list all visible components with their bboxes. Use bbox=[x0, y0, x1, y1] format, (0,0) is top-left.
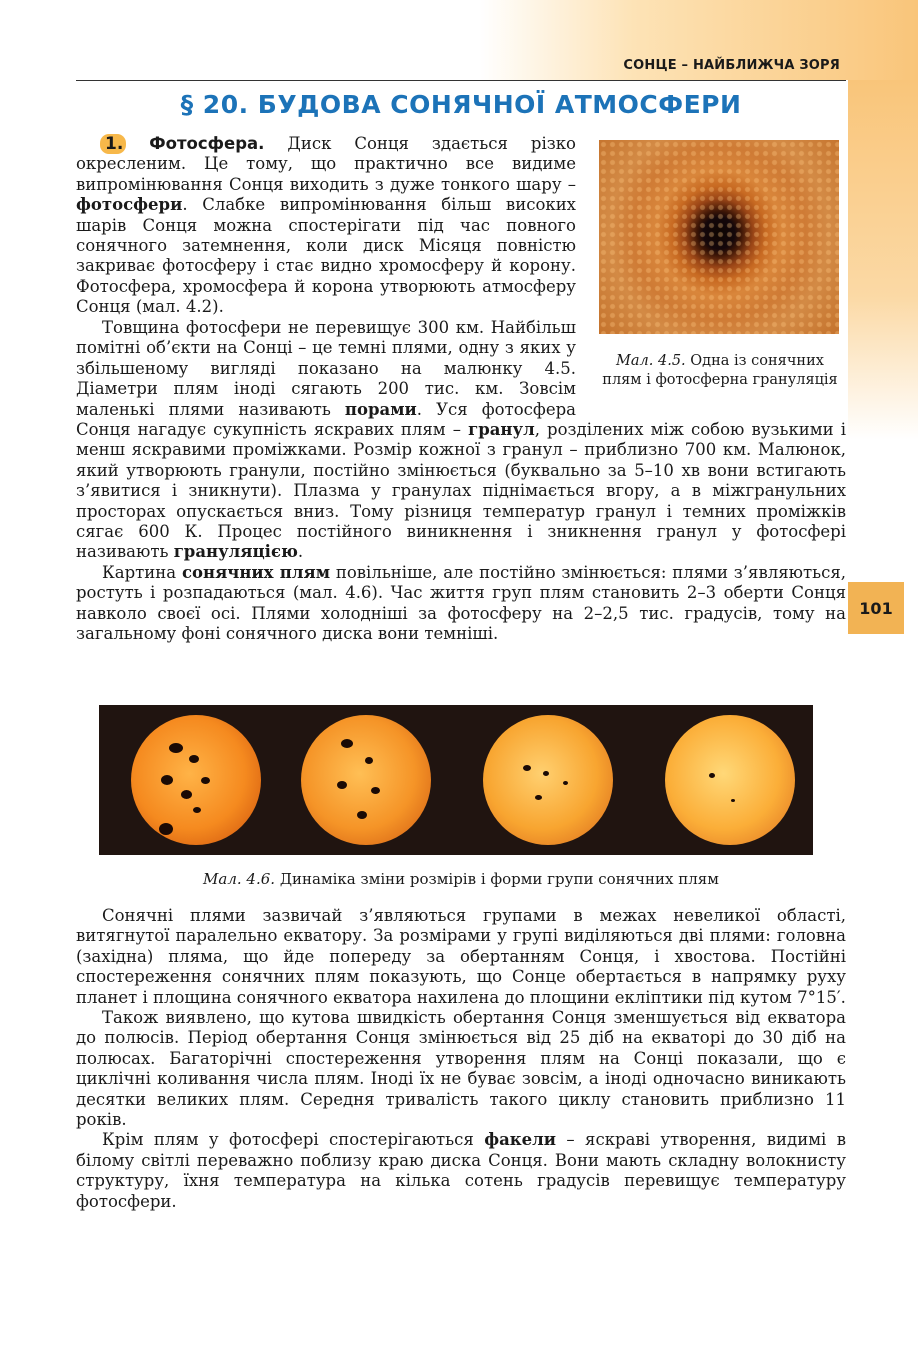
paragraph-faculae bbox=[76, 1130, 846, 1212]
text-run: – яскраві утворення, видимі в білому світлі переважно поблизу краю диска Сонця. Вони мають складну волокнисту структуру, їхня температура на кілька сотень градусів перевищує температуру фотосфери. bbox=[76, 1130, 846, 1211]
section-title: § 20. БУДОВА СОНЯЧНОЇ АТМОСФЕРИ bbox=[180, 90, 742, 119]
paragraph-sunspots bbox=[76, 563, 846, 645]
sunspot bbox=[365, 757, 373, 764]
margin-decoration bbox=[848, 80, 918, 440]
sun-disk-4 bbox=[665, 715, 795, 845]
text-run: Диск Сонця здається різко окресленим. Це тому, що практично все видиме випромінювання Сонця виходить з дуже тонкого шару – bbox=[76, 134, 576, 194]
text-run: , розділених між собою вузькими і менш яскравими проміжками. Розмір кожної з гранул – приблизно 700 км. Малюнок, який утворюють гранули, постійно змінюється (буквально за 5–10 хв вони встигають з’явитися і зникнути). Плазма у гранулах піднімається вгору, а в міжгранульних просторах опускається вниз. Тому різниця температур гранул і темних проміжків сягає 600 К. Процес постійного виникнення і зникнення гранул у фотосфері називають bbox=[76, 420, 847, 562]
term-faculae: факели bbox=[484, 1130, 557, 1150]
sunspot bbox=[189, 755, 199, 763]
sun-disk-2 bbox=[301, 715, 431, 845]
sunspot bbox=[181, 790, 192, 799]
sunspot bbox=[731, 799, 735, 802]
text-run: . bbox=[297, 542, 304, 562]
term-sunspots: сонячних плям bbox=[181, 562, 331, 582]
sunspot bbox=[371, 787, 380, 794]
text-run: Товщина фотосфери не перевищує 300 км. Найбільш помітні об’єкти на Сонці – це темні плями, одну з яких у збільшеному вигляді показано на малюнку 4.5. Діаметри плям іноді сягають 200 тис. км. Зовсім маленькі плями називають bbox=[76, 318, 576, 419]
text-run: Крім плям у фотосфері спостерігаються bbox=[102, 1130, 485, 1150]
page-number: 101 bbox=[848, 582, 904, 634]
sunspot bbox=[523, 765, 531, 771]
sunspot bbox=[159, 823, 173, 835]
sunspot bbox=[535, 795, 542, 800]
text-column-lower bbox=[76, 318, 846, 645]
text-run: . Слабке випромінювання більш високих шарів Сонця можна спостерігати під час повного сонячного затемнення, коли диск Місяця повністю закриває фотосферу і стає видно хромосферу й корону. Фотосфера, хромосфера й корона утворюють атмосферу Сонця (мал. 4.2). bbox=[76, 195, 576, 317]
figure-label: Мал. 4.5. bbox=[616, 353, 686, 369]
subsection-number: 1. bbox=[100, 134, 126, 154]
sunspot bbox=[193, 807, 201, 813]
sunspot bbox=[357, 811, 367, 819]
sunspot bbox=[563, 781, 568, 785]
sunspot bbox=[201, 777, 210, 784]
paragraph-photosphere bbox=[76, 134, 576, 318]
sun-disk-1 bbox=[131, 715, 261, 845]
paragraph-spot-groups: Сонячні плями зазвичай з’являються групами в межах невеликої області, витягнутої паралельно екватору. За розмірами у групі виділяються дві плями: головна (західна) пляма, що йде попереду за обертанням Сонця, і хвостова. Постійні спостереження сонячних плям показують, що Сонце обертається в напрямку руху планет і площина сонячного екватора нахилена до площини екліптики під кутом 7°15′. bbox=[76, 906, 846, 1007]
term-granulation: грануляцією bbox=[173, 542, 298, 562]
sun-disk-3 bbox=[483, 715, 613, 845]
sunspot bbox=[341, 739, 353, 748]
sunspot bbox=[709, 773, 715, 778]
subsection-title: Фотосфера. bbox=[149, 134, 265, 153]
term-photosphere: фотосфери bbox=[76, 195, 183, 215]
paragraph-rotation: Також виявлено, що кутова швидкість обертання Сонця зменшується від екватора до полюсів. Період обертання Сонця змінюється від 25 діб на екваторі до 30 діб на полюсах. Багаторічні спостереження утворення плям на Сонці показали, що є циклічні коливання числа плям. Іноді їх не буває зовсім, а іноді одночасно виникають десятки великих плям. Середня тривалість такого циклу становить приблизно 11 років. bbox=[76, 1008, 846, 1130]
figure-caption-text: Динаміка зміни розмірів і форми групи сонячних плям bbox=[275, 870, 719, 888]
text-run: . Уся фотосфера Сонця нагадує сукупність яскравих плям – bbox=[76, 399, 576, 440]
sunspot-sequence-image bbox=[99, 705, 813, 855]
granulation-texture bbox=[599, 140, 839, 334]
sunspot bbox=[169, 743, 183, 753]
figure-4-6-caption bbox=[76, 870, 846, 888]
header-rule bbox=[76, 80, 846, 81]
sunspot bbox=[337, 781, 347, 789]
sunspot bbox=[543, 771, 549, 776]
sunspot-image bbox=[599, 140, 839, 334]
text-column-bottom bbox=[76, 906, 846, 1212]
term-granules: гранул bbox=[468, 420, 535, 440]
figure-caption-text: Одна із сонячних плям і фотосферна грануляція bbox=[602, 353, 838, 388]
text-run: Картина bbox=[102, 562, 182, 582]
figure-float-spacer bbox=[576, 318, 846, 420]
term-pores: порами bbox=[344, 399, 417, 419]
text-run: повільніше, але постійно змінюється: плями з’являються, ростуть і розпадаються (мал. 4.6). Час життя груп плям становить 2–3 оберти Сонця навколо своєї осі. Плями холодніші за фотосферу на 2–2,5 тис. градусів, тому на загальному фоні сонячного диска вони темніші. bbox=[76, 562, 846, 644]
sunspot bbox=[161, 775, 173, 785]
figure-label: Мал. 4.6. bbox=[203, 870, 276, 888]
running-head: СОНЦЕ – НАЙБЛИЖЧА ЗОРЯ bbox=[623, 58, 840, 73]
text-column-upper bbox=[76, 134, 576, 318]
